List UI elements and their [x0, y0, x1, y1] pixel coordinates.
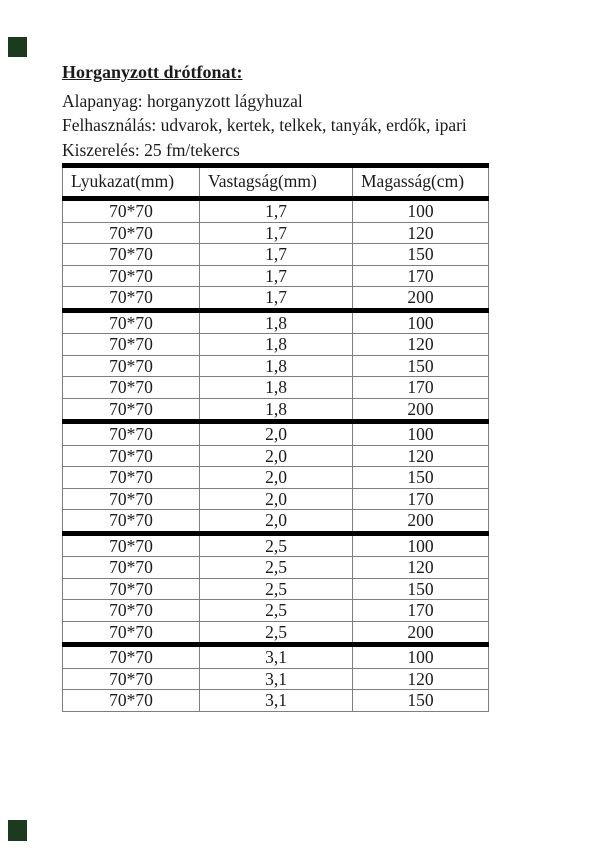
table-cell: 70*70 [63, 334, 200, 356]
table-cell: 150 [353, 467, 489, 489]
table-cell: 2,0 [200, 488, 353, 510]
table-cell: 70*70 [63, 467, 200, 489]
table-cell: 1,8 [200, 355, 353, 377]
table-cell: 70*70 [63, 445, 200, 467]
table-row [63, 557, 489, 579]
table-cell: 70*70 [63, 310, 200, 334]
table-row [63, 244, 489, 266]
table-cell: 2,5 [200, 578, 353, 600]
table-cell: 70*70 [63, 422, 200, 446]
table-cell: 70*70 [63, 222, 200, 244]
table-cell: 170 [353, 265, 489, 287]
table-row [63, 310, 489, 334]
table-cell: 70*70 [63, 600, 200, 622]
table-cell: 70*70 [63, 533, 200, 557]
table-cell: 200 [353, 398, 489, 422]
table-cell: 200 [353, 621, 489, 645]
table-row [63, 334, 489, 356]
table-row [63, 287, 489, 311]
table-cell: 100 [353, 533, 489, 557]
table-cell: 70*70 [63, 265, 200, 287]
table-cell: 2,0 [200, 510, 353, 534]
table-row [63, 265, 489, 287]
table-row [63, 199, 489, 223]
product-table [62, 163, 489, 712]
table-cell: 100 [353, 422, 489, 446]
table-cell: 70*70 [63, 199, 200, 223]
table-header-row [63, 166, 489, 199]
table-cell: 70*70 [63, 557, 200, 579]
table-cell: 2,0 [200, 467, 353, 489]
table-cell: 170 [353, 488, 489, 510]
column-header-vastagsag: Vastagság(mm) [200, 166, 353, 199]
table-row [63, 645, 489, 669]
table-cell: 200 [353, 287, 489, 311]
document-title: Horganyzott drótfonat: [62, 62, 243, 82]
table-cell: 1,8 [200, 377, 353, 399]
table-row [63, 690, 489, 712]
table-cell: 70*70 [63, 488, 200, 510]
table-cell: 70*70 [63, 244, 200, 266]
table-cell: 2,5 [200, 533, 353, 557]
table-row [63, 600, 489, 622]
table-cell: 70*70 [63, 377, 200, 399]
table-cell: 120 [353, 668, 489, 690]
table-cell: 1,7 [200, 244, 353, 266]
table-cell: 100 [353, 310, 489, 334]
table-cell: 1,8 [200, 398, 353, 422]
table-cell: 100 [353, 645, 489, 669]
table-cell: 70*70 [63, 510, 200, 534]
table-cell: 170 [353, 600, 489, 622]
table-cell: 70*70 [63, 578, 200, 600]
column-header-magassag: Magasság(cm) [353, 166, 489, 199]
table-cell: 2,0 [200, 422, 353, 446]
table-body [63, 199, 489, 712]
table-cell: 70*70 [63, 355, 200, 377]
table-row [63, 578, 489, 600]
table-cell: 2,5 [200, 600, 353, 622]
table-cell: 70*70 [63, 398, 200, 422]
table-cell: 2,5 [200, 557, 353, 579]
table-cell: 2,0 [200, 445, 353, 467]
table-cell: 150 [353, 244, 489, 266]
column-header-lyukazat: Lyukazat(mm) [63, 166, 200, 199]
table-cell: 1,7 [200, 287, 353, 311]
info-line-kiszereles: Kiszerelés: 25 fm/tekercs [62, 139, 240, 160]
table-cell: 120 [353, 334, 489, 356]
table-cell: 170 [353, 377, 489, 399]
table-row [63, 445, 489, 467]
table-row [63, 621, 489, 645]
table-row [63, 668, 489, 690]
table-row [63, 422, 489, 446]
corner-mark-bottom-left [8, 820, 27, 841]
table-cell: 3,1 [200, 668, 353, 690]
table-row [63, 398, 489, 422]
table-row [63, 488, 489, 510]
table-cell: 1,8 [200, 334, 353, 356]
corner-mark-top-left [8, 37, 27, 57]
table-cell: 100 [353, 199, 489, 223]
table-cell: 70*70 [63, 287, 200, 311]
table-cell: 70*70 [63, 621, 200, 645]
table-cell: 1,8 [200, 310, 353, 334]
table-cell: 1,7 [200, 265, 353, 287]
table-cell: 70*70 [63, 645, 200, 669]
table-cell: 200 [353, 510, 489, 534]
table-cell: 2,5 [200, 621, 353, 645]
info-line-felhasznalas: Felhasználás: udvarok, kertek, telkek, tanyák, erdők, ipari [62, 115, 467, 136]
table-row [63, 533, 489, 557]
table-cell: 70*70 [63, 690, 200, 712]
table-row [63, 355, 489, 377]
table-cell: 3,1 [200, 645, 353, 669]
table-cell: 150 [353, 355, 489, 377]
table-cell: 120 [353, 222, 489, 244]
table-row [63, 467, 489, 489]
table-cell: 1,7 [200, 199, 353, 223]
table-cell: 70*70 [63, 668, 200, 690]
table-cell: 1,7 [200, 222, 353, 244]
info-line-alapanyag: Alapanyag: horganyzott lágyhuzal [62, 91, 303, 111]
document-content [62, 61, 488, 712]
table-cell: 150 [353, 578, 489, 600]
table-row [63, 510, 489, 534]
table-cell: 120 [353, 557, 489, 579]
table-cell: 150 [353, 690, 489, 712]
table-cell: 120 [353, 445, 489, 467]
table-row [63, 222, 489, 244]
table-row [63, 377, 489, 399]
table-cell: 3,1 [200, 690, 353, 712]
